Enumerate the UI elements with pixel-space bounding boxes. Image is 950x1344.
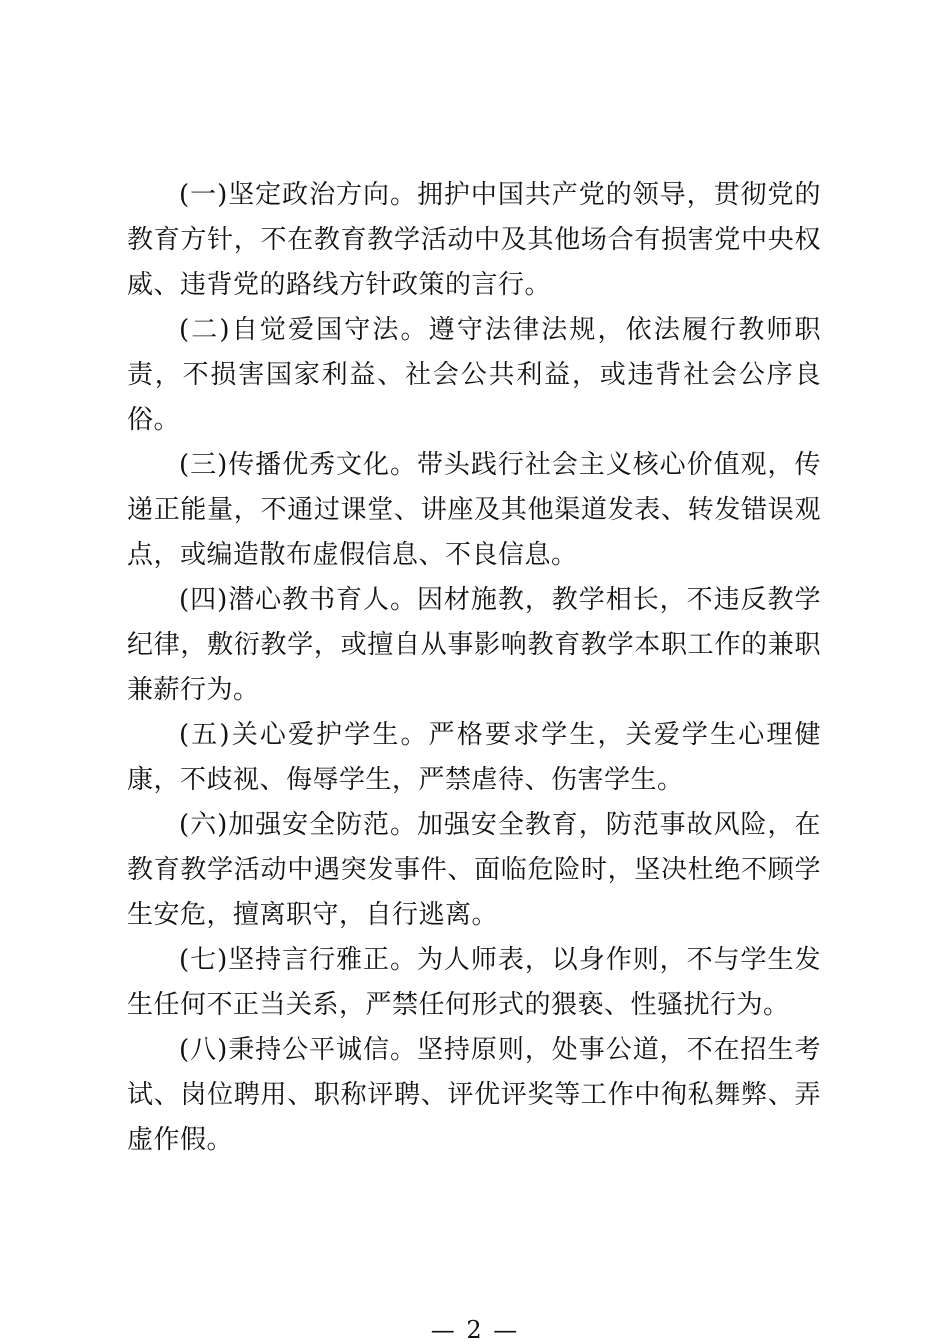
clause-3: (三)传播优秀文化。带头践行社会主义核心价值观，传递正能量，不通过课堂、讲座及其他渠道发表、转发错误观点，或编造散布虚假信息、不良信息。 [127, 450, 821, 570]
clause-1: (一)坚定政治方向。拥护中国共产党的领导，贯彻党的教育方针，不在教育教学活动中及其他场合有损害党中央权威、违背党的路线方针政策的言行。 [127, 180, 821, 300]
document-body [127, 173, 821, 1163]
clause-6: (六)加强安全防范。加强安全教育，防范事故风险，在教育教学活动中遇突发事件、面临危险时，坚决杜绝不顾学生安危，擅离职守，自行逃离。 [127, 810, 821, 930]
clause-4: (四)潜心教书育人。因材施教，教学相长，不违反教学纪律，敷衍教学，或擅自从事影响教育教学本职工作的兼职兼薪行为。 [127, 585, 821, 705]
clause-2: (二)自觉爱国守法。遵守法律法规，依法履行教师职责，不损害国家利益、社会公共利益，或违背社会公序良俗。 [127, 315, 821, 435]
clause-8: (八)秉持公平诚信。坚持原则，处事公道，不在招生考试、岗位聘用、职称评聘、评优评奖等工作中徇私舞弊、弄虚作假。 [127, 1035, 821, 1155]
page-number: — 2 — [430, 1316, 520, 1344]
clause-5: (五)关心爱护学生。严格要求学生，关爱学生心理健康，不歧视、侮辱学生，严禁虐待、伤害学生。 [127, 720, 821, 795]
clause-7: (七)坚持言行雅正。为人师表，以身作则，不与学生发生任何不正当关系，严禁任何形式的猥亵、性骚扰行为。 [127, 945, 821, 1020]
